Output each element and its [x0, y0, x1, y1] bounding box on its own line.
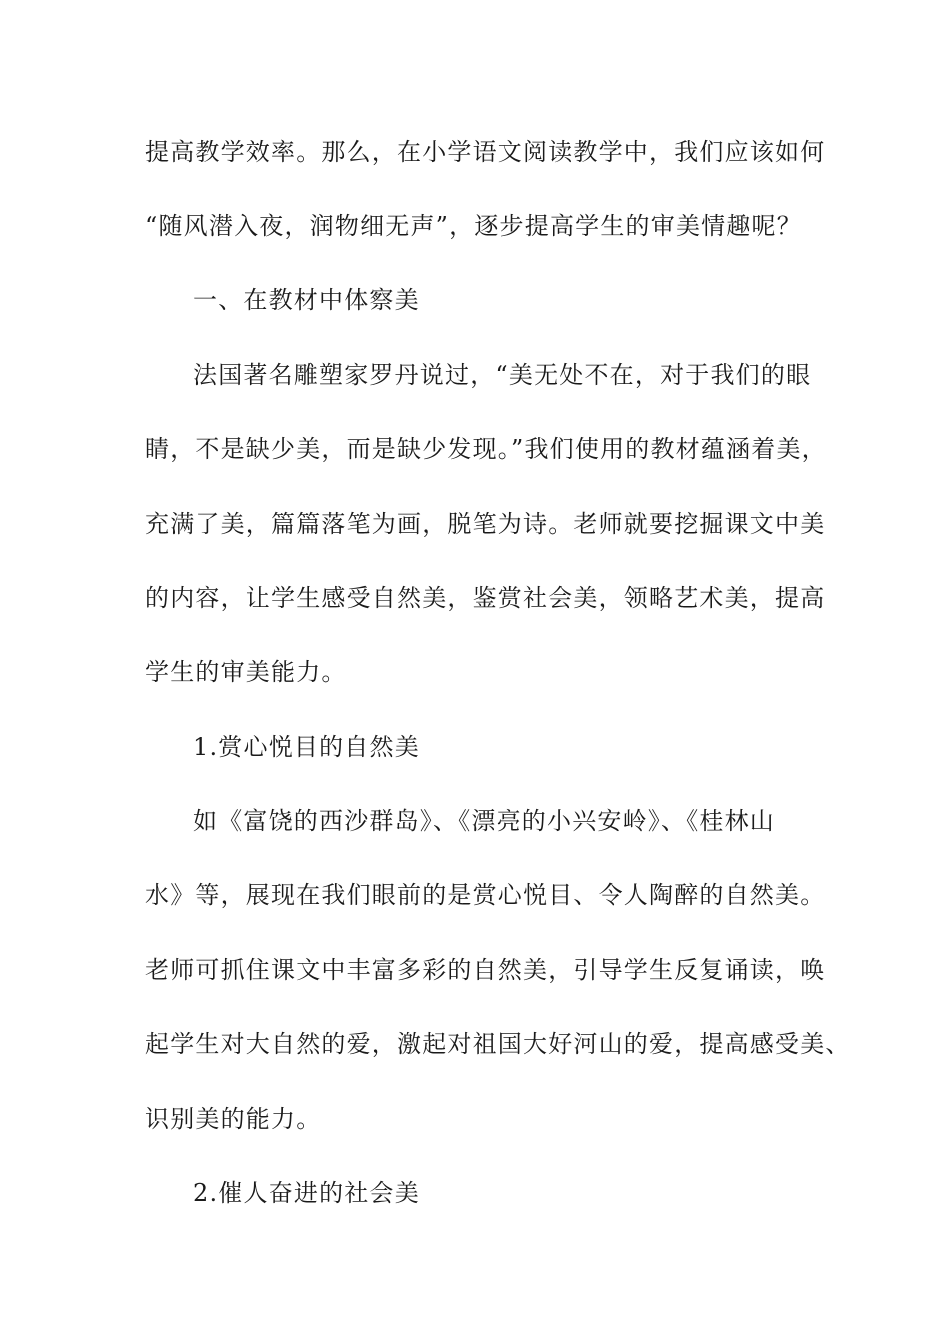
- subsection-heading: 2.催人奋进的社会美: [193, 1179, 420, 1207]
- paragraph-line: 的内容，让学生感受自然美，鉴赏社会美，领略艺术美，提高: [145, 584, 826, 612]
- paragraph-line: 法国著名雕塑家罗丹说过，“美无处不在，对于我们的眼: [193, 361, 812, 389]
- paragraph-line: 睛，不是缺少美，而是缺少发现。”我们使用的教材蕴涵着美，: [145, 435, 827, 463]
- subsection-heading: 1.赏心悦目的自然美: [193, 733, 420, 761]
- paragraph-line: 老师可抓住课文中丰富多彩的自然美，引导学生反复诵读，唤: [145, 956, 826, 984]
- paragraph-line: 识别美的能力。: [145, 1105, 322, 1133]
- paragraph-line: 起学生对大自然的爱，激起对祖国大好河山的爱，提高感受美、: [145, 1030, 851, 1058]
- paragraph-line: 水》等，展现在我们眼前的是赏心悦目、令人陶醉的自然美。: [145, 881, 826, 909]
- paragraph-line: 如《富饶的西沙群岛》、《漂亮的小兴安岭》、《桂林山: [193, 807, 775, 835]
- paragraph-line: 充满了美，篇篇落笔为画，脱笔为诗。老师就要挖掘课文中美: [145, 510, 826, 538]
- paragraph-line: 学生的审美能力。: [145, 658, 347, 686]
- paragraph-line: 提高教学效率。那么，在小学语文阅读教学中，我们应该如何: [145, 138, 826, 166]
- paragraph-line: “随风潜入夜，润物细无声”，逐步提高学生的审美情趣呢？: [145, 212, 802, 240]
- section-heading: 一、在教材中体察美: [193, 286, 420, 314]
